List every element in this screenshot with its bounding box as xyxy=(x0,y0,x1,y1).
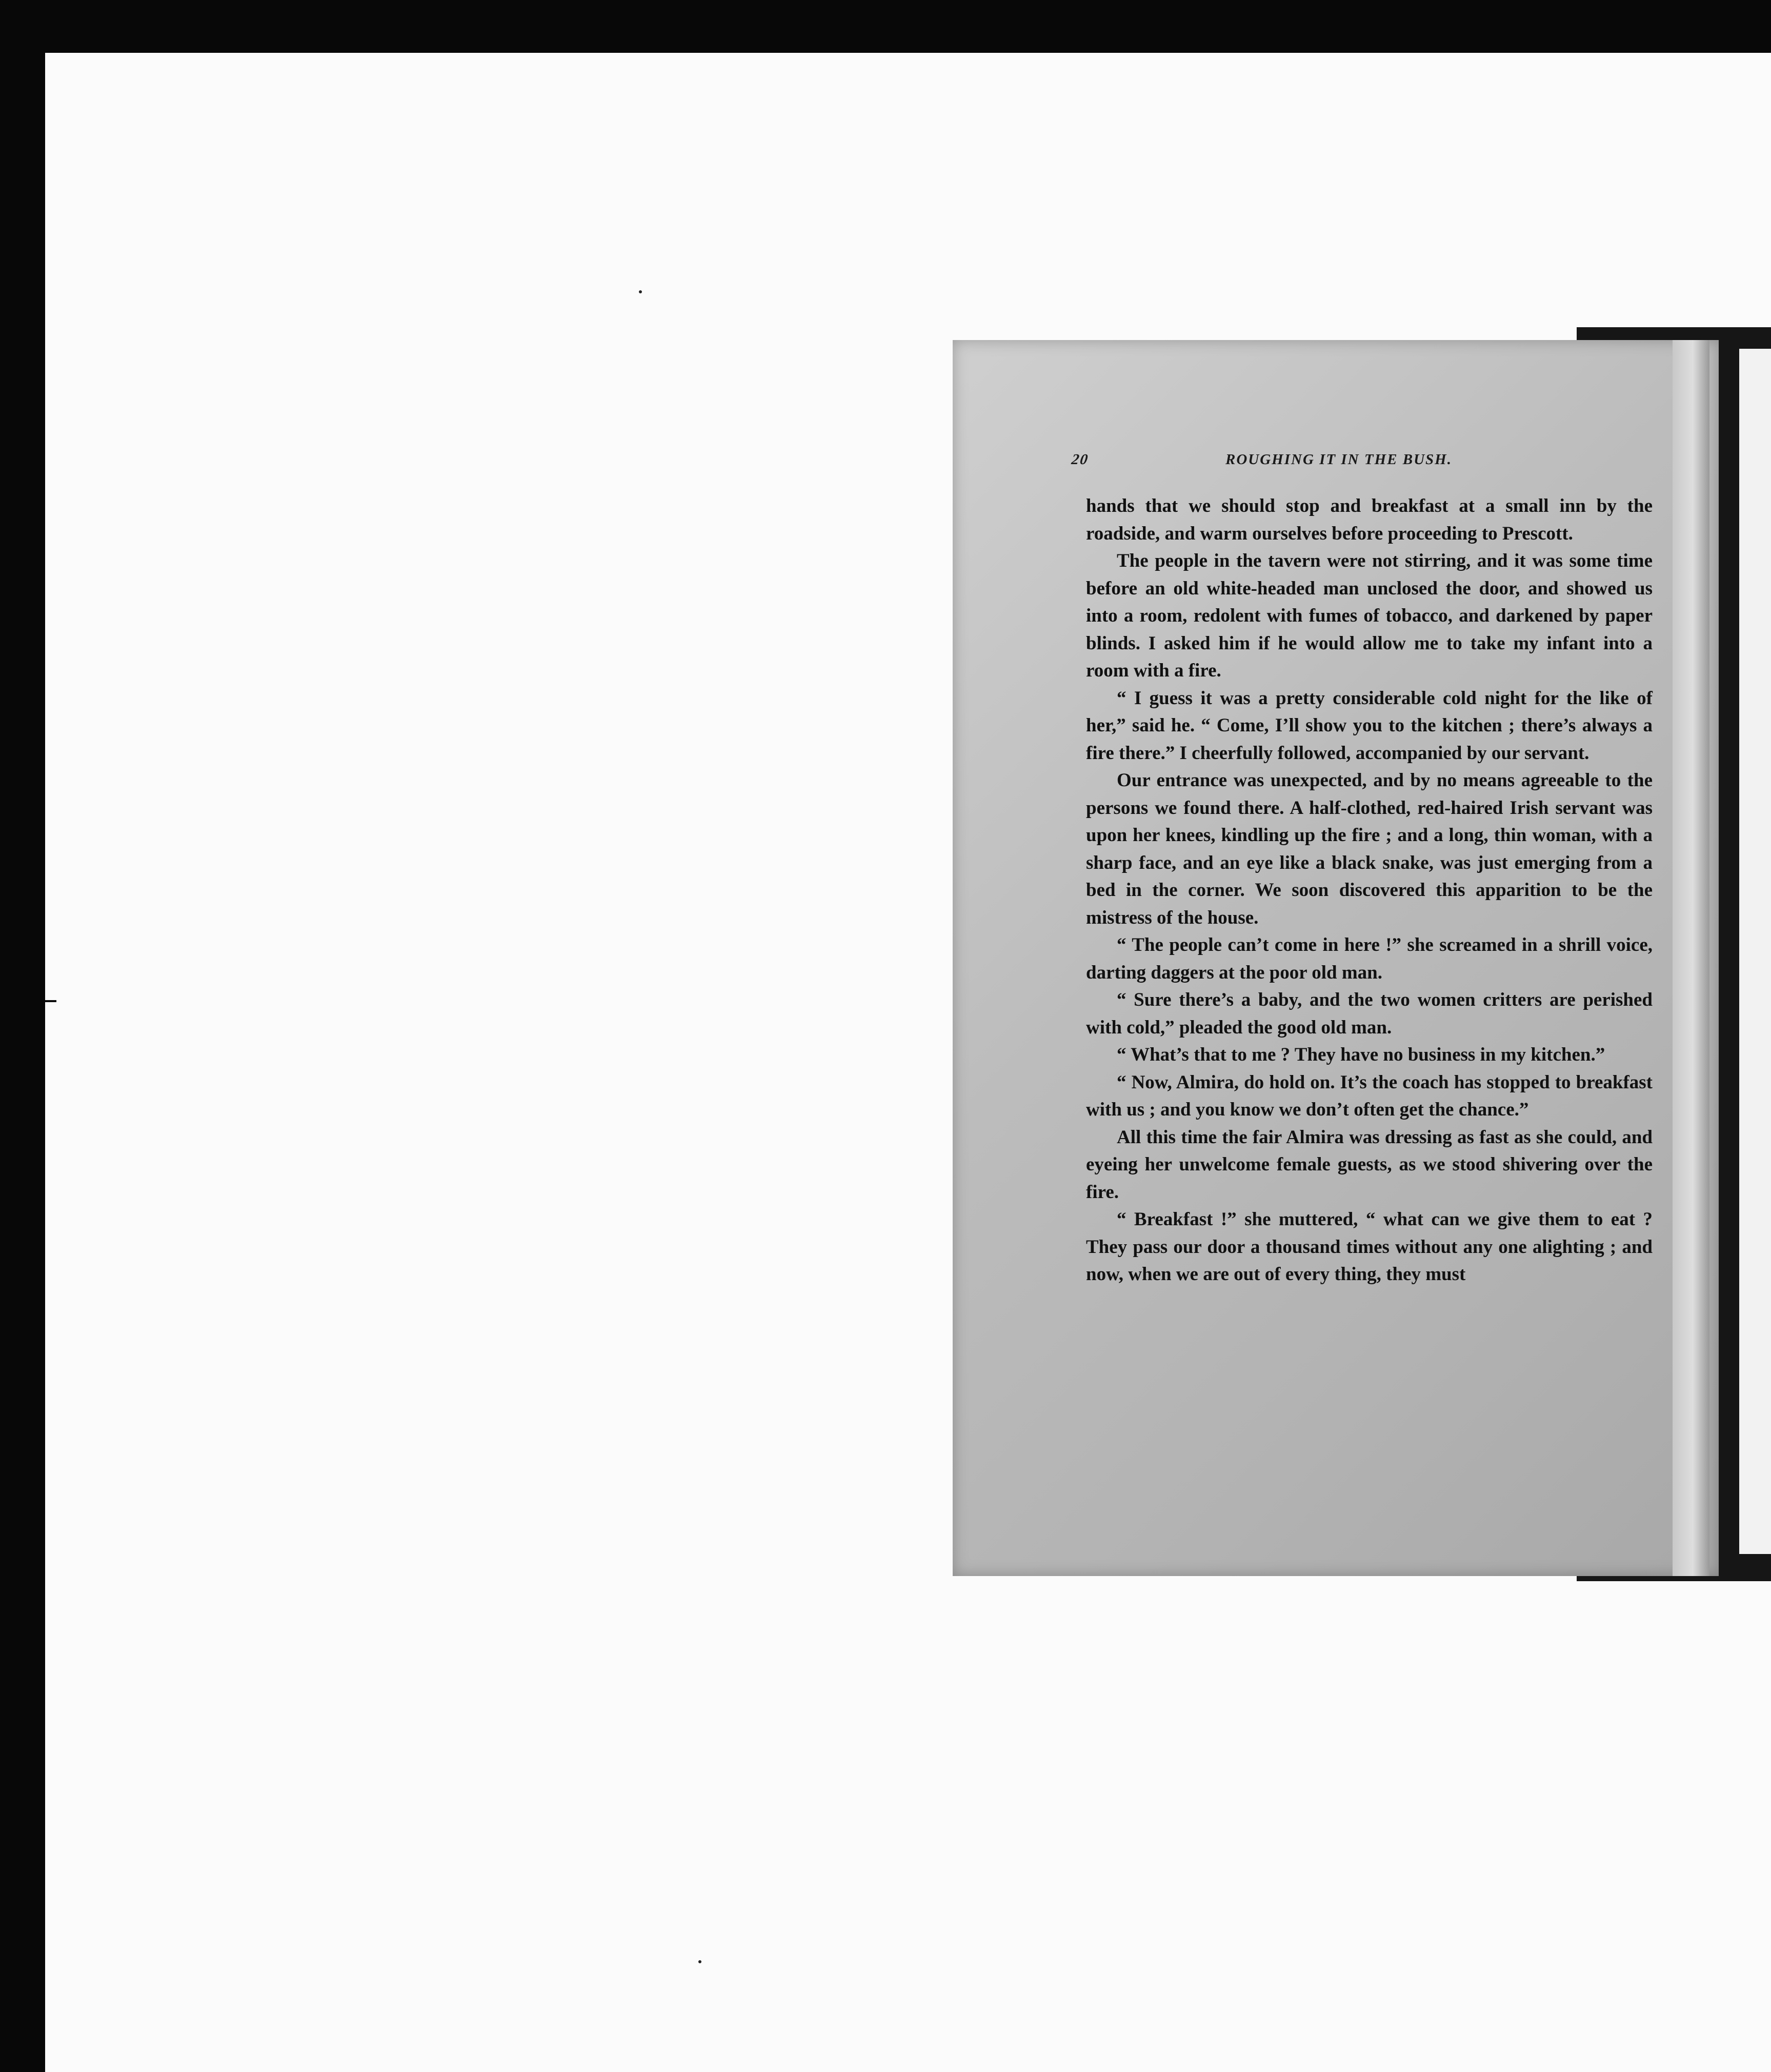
paragraph: “ Now, Almira, do hold on. It’s the coach has stopped to breakfast with us ; and you know we don’t often get the chance.” xyxy=(1086,1071,1653,1120)
scan-speck xyxy=(698,1960,701,1963)
paragraph: “ I guess it was a pretty considerable cold night for the like of her,” said he. “ Come, I’ll show you to the kitchen ; there’s always a fire there.” I cheerfully followed, accompanied by our servant. xyxy=(1086,687,1653,764)
page-body xyxy=(1086,492,1653,1288)
paragraph: All this time the fair Almira was dressing as fast as she could, and eyeing her unwelcome female guests, as we stood shivering over the fire. xyxy=(1086,1126,1653,1203)
scan-speck xyxy=(639,290,642,293)
paragraph: “ What’s that to me ? They have no business in my kitchen.” xyxy=(1117,1044,1605,1065)
paragraph: The people in the tavern were not stirring, and it was some time before an old white-headed man unclosed the door, and showed us into a room, redolent with fumes of tobacco, and darkened by paper blinds. I asked him if he would allow me to take my infant into a room with a fire. xyxy=(1086,550,1653,681)
paragraph: “ Sure there’s a baby, and the two women critters are perished with cold,” pleaded the good old man. xyxy=(1086,989,1653,1038)
page-header xyxy=(1072,451,1654,476)
paragraph: hands that we should stop and breakfast at a small inn by the roadside, and warm ourselves before proceeding to Prescott. xyxy=(1086,495,1653,544)
running-head: ROUGHING IT IN THE BUSH. xyxy=(1225,451,1452,468)
page-number: 20 xyxy=(1070,451,1090,468)
paragraph: “ Breakfast !” she muttered, “ what can we give them to eat ? They pass our door a thousand times without any one alighting ; and now, when we are out of every thing, they must xyxy=(1086,1209,1653,1285)
facing-page-light xyxy=(1739,349,1771,1554)
paragraph: Our entrance was unexpected, and by no means agreeable to the persons we found there. A half-clothed, red-haired Irish servant was upon her knees, kindling up the fire ; and a long, thin woman, with a sharp face, and an eye like a black snake, was just emerging from a bed in the corner. We soon discovered this apparition to be the mistress of the house. xyxy=(1086,770,1653,928)
paragraph: “ The people can’t come in here !” she screamed in a shrill voice, darting daggers at the poor old man. xyxy=(1086,934,1653,983)
book-page-edge xyxy=(1673,340,1709,1576)
scan-mark xyxy=(45,1000,56,1002)
